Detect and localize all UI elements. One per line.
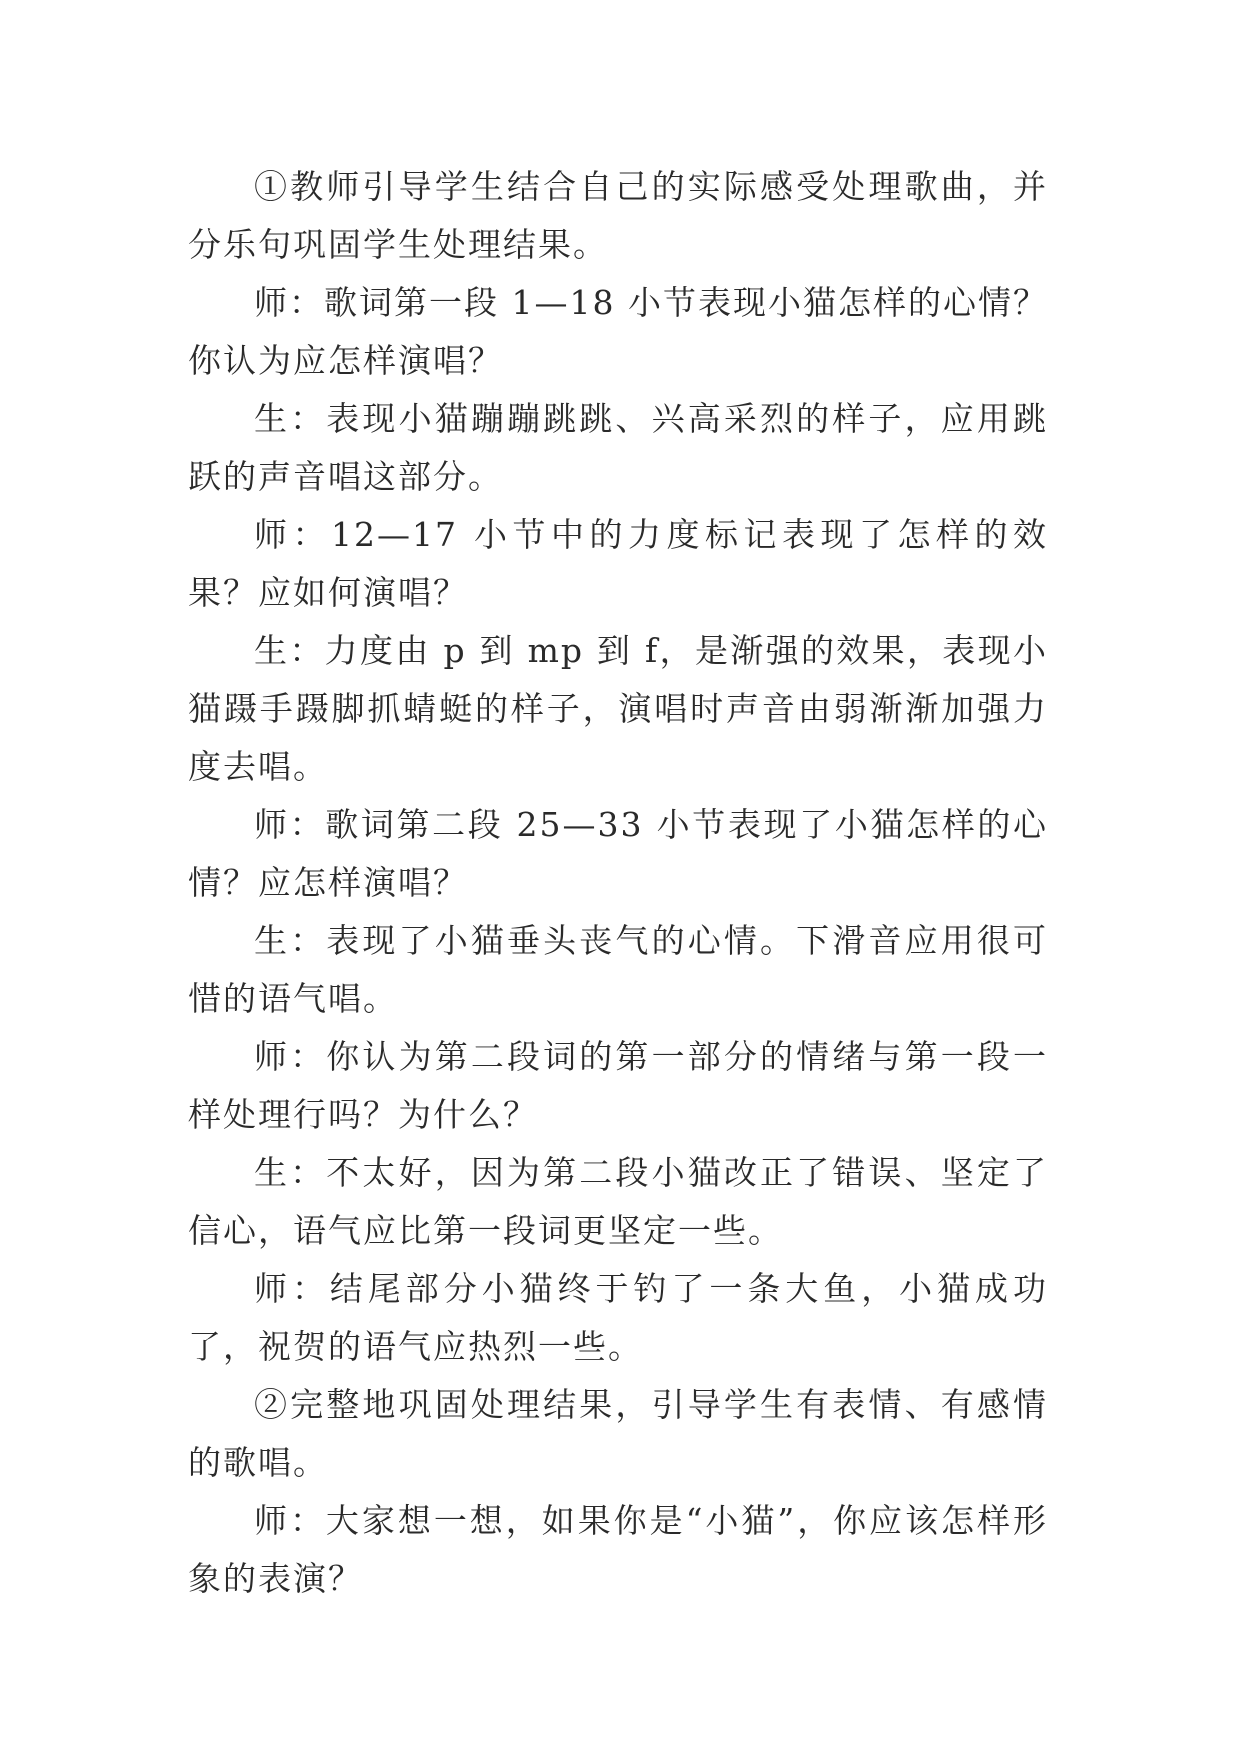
paragraph-11: ②完整地巩固处理结果，引导学生有表情、有感情的歌唱。 bbox=[188, 1385, 1048, 1482]
paragraph-12: 师：大家想一想，如果你是“小猫”，你应该怎样形象的表演？ bbox=[188, 1501, 1048, 1598]
paragraph-5: 生：力度由 p 到 mp 到 f，是渐强的效果，表现小猫蹑手蹑脚抓蜻蜓的样子，演唱时声音由弱渐渐加强力度去唱。 bbox=[188, 631, 1048, 786]
paragraph-2: 师：歌词第一段 1—18 小节表现小猫怎样的心情？你认为应怎样演唱？ bbox=[188, 283, 1048, 380]
paragraph-3: 生：表现小猫蹦蹦跳跳、兴高采烈的样子，应用跳跃的声音唱这部分。 bbox=[188, 399, 1048, 496]
paragraph-9: 生：不太好，因为第二段小猫改正了错误、坚定了信心，语气应比第一段词更坚定一些。 bbox=[188, 1153, 1048, 1250]
paragraph-4: 师：12—17 小节中的力度标记表现了怎样的效果？应如何演唱？ bbox=[188, 515, 1048, 612]
paragraph-10: 师：结尾部分小猫终于钓了一条大鱼，小猫成功了，祝贺的语气应热烈一些。 bbox=[188, 1269, 1048, 1366]
paragraph-1: ①教师引导学生结合自己的实际感受处理歌曲，并分乐句巩固学生处理结果。 bbox=[188, 167, 1048, 264]
paragraph-6: 师：歌词第二段 25—33 小节表现了小猫怎样的心情？应怎样演唱？ bbox=[188, 805, 1048, 902]
paragraph-8: 师：你认为第二段词的第一部分的情绪与第一段一样处理行吗？为什么？ bbox=[188, 1037, 1048, 1134]
document-body bbox=[188, 158, 1048, 1608]
paragraph-7: 生：表现了小猫垂头丧气的心情。下滑音应用很可惜的语气唱。 bbox=[188, 921, 1048, 1018]
